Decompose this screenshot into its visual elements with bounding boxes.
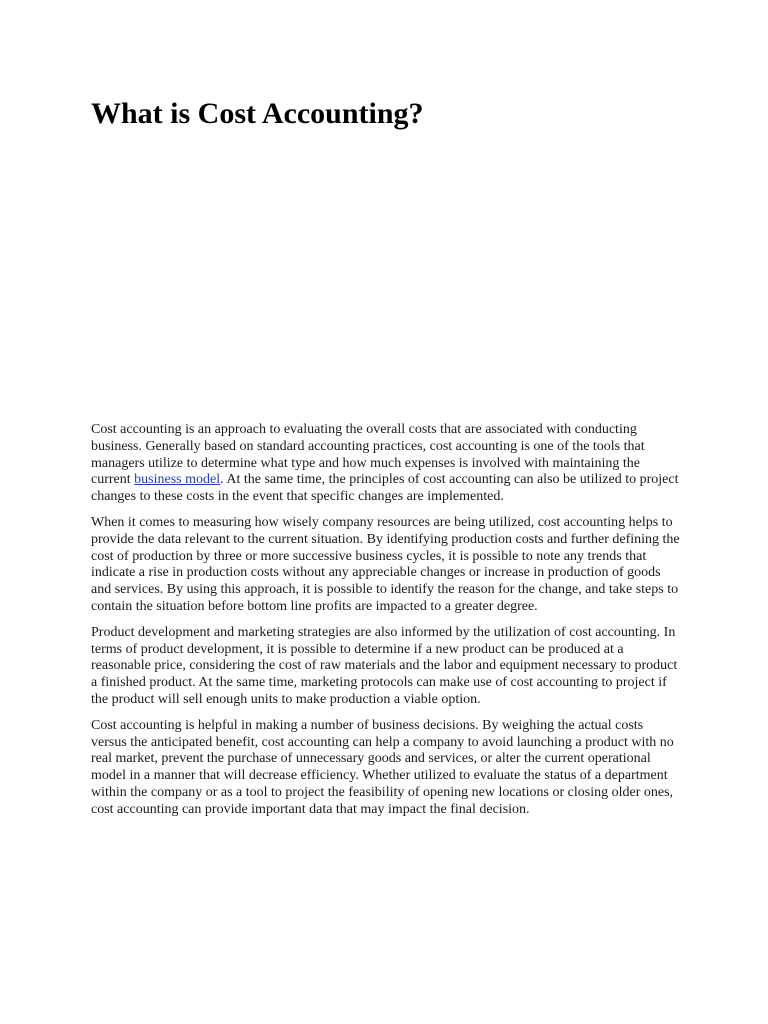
article-body bbox=[91, 422, 681, 828]
paragraph-1-text-after-link: . At the same time, the principles of cost accounting can also be utilized to project changes to these costs in the event that specific changes are implemented. bbox=[91, 472, 679, 505]
paragraph-1 bbox=[91, 422, 681, 506]
paragraph-3: Product development and marketing strategies are also informed by the utilization of cost accounting. In terms of product development, it is possible to determine if a new product can be produced at a reasonable price, considering the cost of raw materials and the labor and equipment necessary to product a finished product. At the same time, marketing protocols can make use of cost accounting to project if the product will sell enough units to make production a viable option. bbox=[91, 624, 678, 707]
page-title: What is Cost Accounting? bbox=[91, 97, 424, 130]
business-model-link[interactable]: business model bbox=[134, 472, 221, 488]
paragraph-4: Cost accounting is helpful in making a number of business decisions. By weighing the actual costs versus the anticipated benefit, cost accounting can help a company to avoid launching a product with no real market, prevent the purchase of unnecessary goods and services, or alter the current operational model in a manner that will decrease efficiency. Whether utilized to evaluate the status of a department within the company or as a tool to project the feasibility of opening new locations or closing older ones, cost accounting can provide important data that may impact the final decision. bbox=[91, 717, 674, 817]
paragraph-1-text-before-link: Cost accounting is an approach to evaluating the overall costs that are associated with conducting business. Generally based on standard accounting practices, cost accounting is one of the tools that managers utilize to determine what type and how much expenses is involved with maintaining the current bbox=[91, 422, 645, 488]
paragraph-2: When it comes to measuring how wisely company resources are being utilized, cost accounting helps to provide the data relevant to the current situation. By identifying production costs and further defining the cost of production by three or more successive business cycles, it is possible to note any trends that indicate a rise in production costs without any appreciable changes or increase in production of goods and services. By using this approach, it is possible to identify the reason for the change, and take steps to contain the situation before bottom line profits are impacted to a greater degree. bbox=[91, 514, 680, 614]
